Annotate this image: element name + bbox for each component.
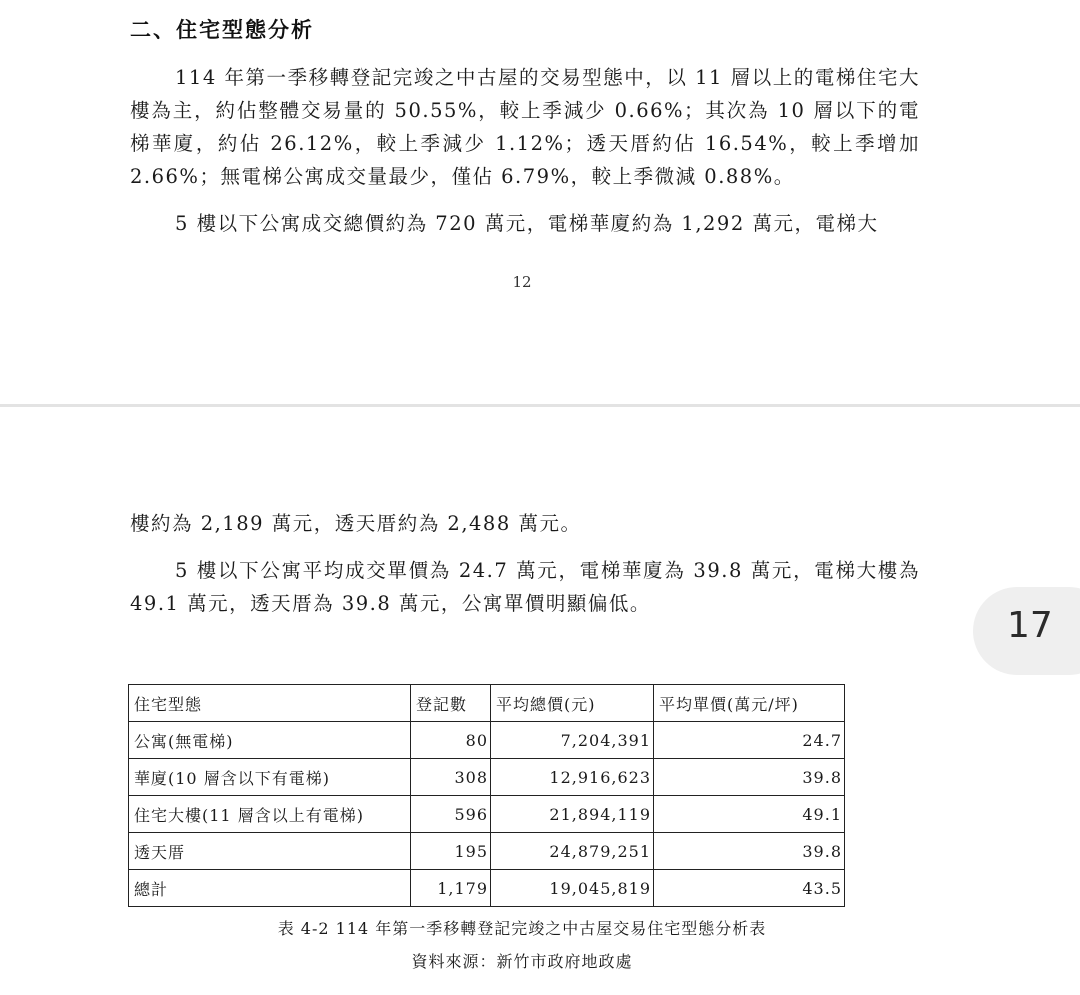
table-row (129, 759, 845, 796)
table-cell-avg-total: 7,204,391 (491, 722, 654, 759)
table-cell-avg-unit: 49.1 (654, 796, 845, 833)
paragraph-transaction-type: 114 年第一季移轉登記完竣之中古屋的交易型態中，以 11 層以上的電梯住宅大樓為主，約佔整體交易量的 50.55%，較上季減少 0.66%；其次為 10 層以下的電梯華廈，約佔 26.12%，較上季減少 1.12%；透天厝約佔 16.54%，較上季增加 2.66%；無電梯公寓成交量最少，僅佔 6.79%，較上季微減 0.88%。 (130, 66, 920, 188)
document-page-13 (0, 407, 1080, 995)
table-cell-count: 195 (411, 833, 491, 870)
paragraph-total-price-continued: 樓約為 2,189 萬元，透天厝約為 2,488 萬元。 (130, 512, 582, 535)
table-cell-count: 308 (411, 759, 491, 796)
page-indicator-badge[interactable] (973, 587, 1080, 675)
table-header-cell: 住宅型態 (129, 685, 411, 722)
table-header-cell: 平均單價(萬元/坪) (654, 685, 845, 722)
table-row (129, 796, 845, 833)
table-header-cell: 平均總價(元) (491, 685, 654, 722)
table-cell-avg-unit: 39.8 (654, 833, 845, 870)
table-cell-type: 華廈(10 層含以下有電梯) (129, 759, 411, 796)
table-cell-type: 公寓(無電梯) (129, 722, 411, 759)
table-caption: 表 4-2 114 年第一季移轉登記完竣之中古屋交易住宅型態分析表 (277, 919, 767, 938)
table-cell-avg-unit: 24.7 (654, 722, 845, 759)
paragraph-total-price: 5 樓以下公寓成交總價約為 720 萬元，電梯華廈約為 1,292 萬元，電梯大 (175, 212, 879, 235)
table-source: 資料來源：新竹市政府地政處 (411, 952, 633, 971)
table-cell-avg-total: 21,894,119 (491, 796, 654, 833)
table-cell-avg-total: 12,916,623 (491, 759, 654, 796)
section-heading: 二、住宅型態分析 (130, 18, 314, 42)
table-header-row (129, 685, 845, 722)
table-total-row (129, 870, 845, 907)
table-row (129, 722, 845, 759)
table-cell-avg-unit: 43.5 (654, 870, 845, 907)
table-row (129, 833, 845, 870)
table-cell-count: 596 (411, 796, 491, 833)
page-indicator-number: 17 (1007, 605, 1053, 646)
document-page-12 (0, 0, 1080, 404)
table-cell-count: 1,179 (411, 870, 491, 907)
table-cell-type: 透天厝 (129, 833, 411, 870)
table-cell-type: 住宅大樓(11 層含以上有電梯) (129, 796, 411, 833)
housing-type-table (128, 684, 845, 907)
table-header-cell: 登記數 (411, 685, 491, 722)
table-cell-count: 80 (411, 722, 491, 759)
table-cell-type: 總計 (129, 870, 411, 907)
paragraph-unit-price: 5 樓以下公寓平均成交單價為 24.7 萬元，電梯華廈為 39.8 萬元，電梯大樓為 49.1 萬元，透天厝為 39.8 萬元，公寓單價明顯偏低。 (130, 559, 920, 615)
table-cell-avg-unit: 39.8 (654, 759, 845, 796)
page-number: 12 (512, 273, 532, 291)
table-cell-avg-total: 19,045,819 (491, 870, 654, 907)
table-cell-avg-total: 24,879,251 (491, 833, 654, 870)
